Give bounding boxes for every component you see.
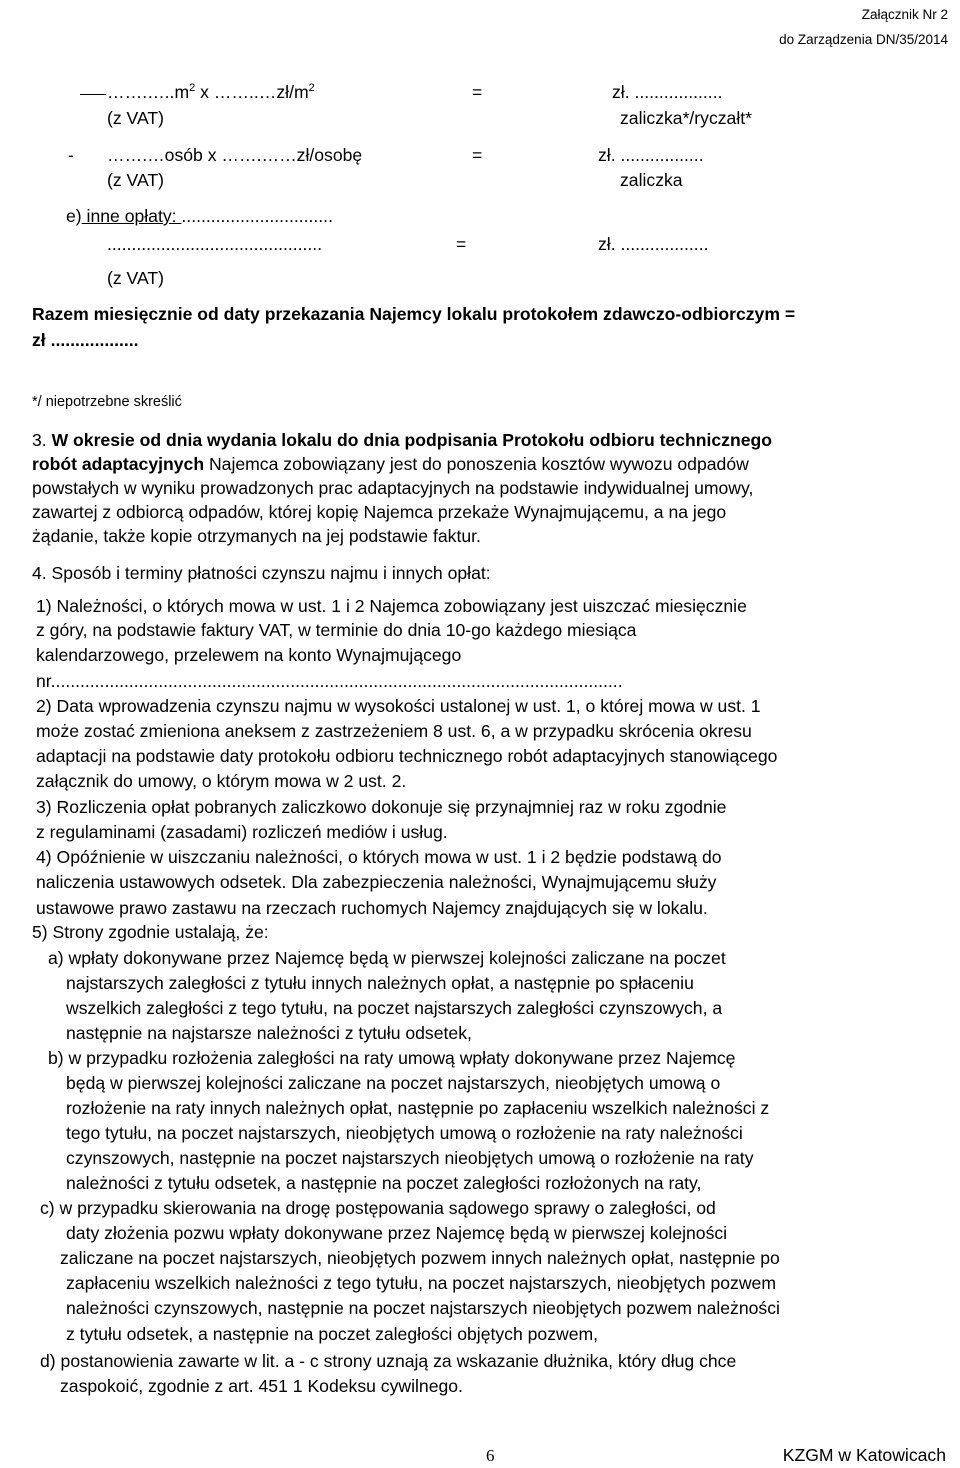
section-3-line: 3. W okresie od dnia wydania lokalu do dnia podpisania Protokołu odbioru technicznego — [32, 430, 772, 450]
sub-clause-line: zaliczane na poczet najstarszych, nieobjętych pozwem innych należnych opłat, następnie po — [60, 1248, 780, 1268]
vat-note: (z VAT) — [107, 108, 165, 128]
sub-clause-line: wszelkich zaległości z tego tytułu, na poczet najstarszych zaległości czynszowych, a — [66, 998, 723, 1018]
clause-line: z góry, na podstawie faktury VAT, w terminie do dnia 10-go każdego miesiąca — [36, 620, 637, 640]
sub-clause-line: będą w pierwszej kolejności zaliczane na poczet najstarszych, nieobjętych umową o — [66, 1073, 721, 1093]
sub-clause-line: a) wpłaty dokonywane przez Najemcę będą w pierwszej kolejności zaliczane na poczet — [48, 948, 726, 968]
monthly-total-amount: zł .................. — [32, 330, 139, 350]
sub-clause-line: z tytułu odsetek, a następnie na poczet zaległości objętych pozwem, — [66, 1324, 599, 1344]
dash-line — [80, 94, 106, 95]
sub-clause-line: d) postanowienia zawarte w lit. a - c strony uznają za wskazanie dłużnika, który dług chce — [40, 1351, 737, 1371]
clause-line: 5) Strony zgodnie ustalają, że: — [32, 922, 269, 942]
section-3-line: żądanie, także kopie otrzymanych na jej podstawie faktur. — [32, 526, 481, 546]
clause-line: 4) Opóźnienie w uiszczaniu należności, o których mowa w ust. 1 i 2 będzie podstawą do — [36, 847, 722, 867]
clause-line: z regulaminami (zasadami) rozliczeń mediów i usług. — [36, 822, 448, 842]
sub-clause-line: c) w przypadku skierowania na drogę postępowania sądowego sprawy o zaległości, od — [40, 1198, 716, 1218]
clause-line: 1) Należności, o których mowa w ust. 1 i 2 Najemca zobowiązany jest uiszczać miesięcznie — [36, 596, 747, 616]
vat-note: (z VAT) — [107, 170, 165, 190]
clause-line: ustawowe prawo zastawu na rzeczach ruchomych Najemcy znajdujących się w lokalu. — [36, 898, 708, 918]
sub-clause-line: b) w przypadku rozłożenia zaległości na raty umową wpłaty dokonywane przez Najemcę — [48, 1048, 736, 1068]
regulation-reference: do Zarządzenia DN/35/2014 — [779, 32, 948, 47]
clause-line: 3) Rozliczenia opłat pobranych zaliczkowo dokonuje się przynajmniej raz w roku zgodnie — [36, 797, 727, 817]
fee-row-person-calc: …….…osób x …….……zł/osobę — [107, 145, 363, 165]
account-number-line: nr..................................................................................................................... — [36, 671, 623, 691]
section-3-line: robót adaptacyjnych Najemca zobowiązany jest do ponoszenia kosztów wywozu odpadów — [32, 454, 749, 474]
sub-clause-line: czynszowych, następnie na poczet najstarszych nieobjętych umową o rozłożenie na raty — [66, 1148, 754, 1168]
fee-type-note: zaliczka — [620, 170, 683, 190]
section-4-title: 4. Sposób i terminy płatności czynszu najmu i innych opłat: — [32, 563, 491, 583]
sub-clause-line: daty złożenia pozwu wpłaty dokonywane przez Najemcę będą w pierwszej kolejności — [66, 1223, 728, 1243]
sub-clause-line: zaspokoić, zgodnie z art. 451 1 Kodeksu cywilnego. — [60, 1376, 463, 1396]
section-3-line: zawartej z odbiorcą odpadów, której kopię Najemca przekaże Wynajmującemu, a na jego — [32, 502, 727, 522]
fee-row-area-amount: zł. .................. — [612, 82, 723, 102]
dash: - — [68, 145, 74, 165]
clause-line: załącznik do umowy, o którym mowa w 2 ust. 2. — [36, 771, 407, 791]
organization-name: KZGM w Katowicach — [782, 1445, 946, 1465]
equals-sign: = — [456, 234, 467, 254]
other-fees-dots: ............................................ — [107, 234, 323, 254]
sub-clause-line: zapłaceniu wszelkich należności z tego tytułu, na poczet najstarszych, nieobjętych pozwem — [66, 1273, 776, 1293]
sub-clause-line: tego tytułu, na poczet najstarszych, nieobjętych umową o rozłożenie na raty należności — [66, 1123, 743, 1143]
clause-line: 2) Data wprowadzenia czynszu najmu w wysokości ustalonej w ust. 1, o której mowa w ust. 1 — [36, 696, 761, 716]
equals-sign: = — [472, 82, 483, 102]
fee-type-note: zaliczka*/ryczałt* — [620, 108, 752, 128]
vat-note: (z VAT) — [107, 268, 165, 288]
page-number: 6 — [486, 1446, 495, 1465]
section-3-line: powstałych w wyniku prowadzonych prac adaptacyjnych na podstawie indywidualnej umowy, — [32, 478, 754, 498]
sub-clause-line: następnie na najstarsze należności z tytułu odsetek, — [66, 1023, 472, 1043]
other-fees-label: e) inne opłaty: ............................... — [66, 206, 333, 226]
clause-line: kalendarzowego, przelewem na konto Wynajmującego — [36, 645, 462, 665]
sub-clause-line: rozłożenie na raty innych należnych opłat, następnie po zapłaceniu wszelkich należności z — [66, 1098, 770, 1118]
footnote: */ niepotrzebne skreślić — [32, 394, 182, 410]
other-fees-amount: zł. .................. — [598, 234, 709, 254]
attachment-label: Załącznik Nr 2 — [861, 7, 948, 22]
sub-clause-line: najstarszych zaległości z tytułu innych należnych opłat, a następnie po spłaceniu — [66, 973, 694, 993]
fee-row-person-amount: zł. ................. — [598, 145, 704, 165]
monthly-total-line: Razem miesięcznie od daty przekazania Najemcy lokalu protokołem zdawczo-odbiorczym = — [32, 304, 796, 324]
clause-line: naliczenia ustawowych odsetek. Dla zabezpieczenia należności, Wynajmującemu służy — [36, 872, 717, 892]
clause-line: adaptacji na podstawie daty protokołu odbioru technicznego robót adaptacyjnych stanowiącego — [36, 746, 778, 766]
sub-clause-line: należności czynszowych, następnie na poczet najstarszych nieobjętych pozwem należności — [66, 1298, 780, 1318]
equals-sign: = — [472, 145, 483, 165]
sub-clause-line: należności z tytułu odsetek, a następnie na poczet zaległości rozłożonych na raty, — [66, 1173, 702, 1193]
fee-row-area-calc: $\dots\dots.\dots..m^2$ x $\dots\dots..\dots zł/m^2$ — [107, 82, 315, 102]
clause-line: może zostać zmieniona aneksem z zastrzeżeniem 8 ust. 6, a w przypadku skrócenia okresu — [36, 721, 752, 741]
